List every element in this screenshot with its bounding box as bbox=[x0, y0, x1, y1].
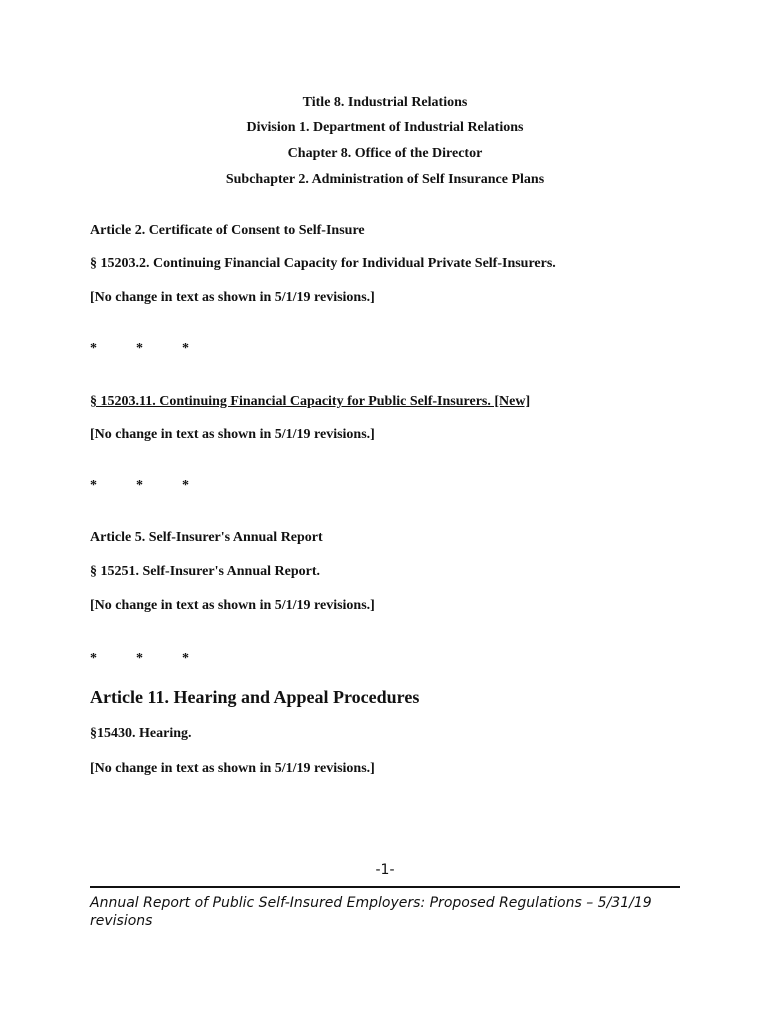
no-change-note: [No change in text as shown in 5/1/19 revisions.] bbox=[90, 761, 375, 776]
article-11-heading: Article 11. Hearing and Appeal Procedures bbox=[90, 687, 420, 707]
section-15251-heading: § 15251. Self-Insurer's Annual Report. bbox=[90, 564, 320, 579]
chapter-heading: Chapter 8. Office of the Director bbox=[287, 146, 483, 161]
no-change-note: [No change in text as shown in 5/1/19 revisions.] bbox=[90, 427, 375, 442]
subchapter-heading: Subchapter 2. Administration of Self Insurance Plans bbox=[225, 172, 545, 187]
page-number: -1- bbox=[375, 862, 395, 878]
title-heading: Title 8. Industrial Relations bbox=[302, 95, 468, 110]
separator-star: * bbox=[182, 341, 189, 356]
division-heading: Division 1. Department of Industrial Relations bbox=[246, 120, 524, 135]
no-change-note: [No change in text as shown in 5/1/19 revisions.] bbox=[90, 290, 375, 305]
section-15203-11-heading: § 15203.11. Continuing Financial Capacity for Public Self-Insurers. [New] bbox=[90, 394, 531, 409]
separator-star: * bbox=[90, 478, 97, 493]
separator-star: * bbox=[182, 651, 189, 666]
section-separator bbox=[90, 478, 228, 494]
no-change-note: [No change in text as shown in 5/1/19 revisions.] bbox=[90, 598, 375, 613]
separator-star: * bbox=[182, 478, 189, 493]
section-15430-heading: §15430. Hearing. bbox=[90, 726, 192, 741]
separator-star: * bbox=[90, 651, 97, 666]
section-separator bbox=[90, 341, 228, 357]
separator-star: * bbox=[90, 341, 97, 356]
footer-divider bbox=[90, 886, 680, 888]
separator-star: * bbox=[136, 651, 143, 666]
section-15203-2-heading: § 15203.2. Continuing Financial Capacity for Individual Private Self-Insurers. bbox=[90, 256, 556, 271]
separator-star: * bbox=[136, 341, 143, 356]
article-5-heading: Article 5. Self-Insurer's Annual Report bbox=[90, 530, 323, 545]
article-2-heading: Article 2. Certificate of Consent to Self-Insure bbox=[90, 223, 365, 238]
section-separator bbox=[90, 651, 228, 667]
separator-star: * bbox=[136, 478, 143, 493]
footer-text: Annual Report of Public Self-Insured Employers: Proposed Regulations – 5/31/19 revisions bbox=[90, 895, 652, 929]
